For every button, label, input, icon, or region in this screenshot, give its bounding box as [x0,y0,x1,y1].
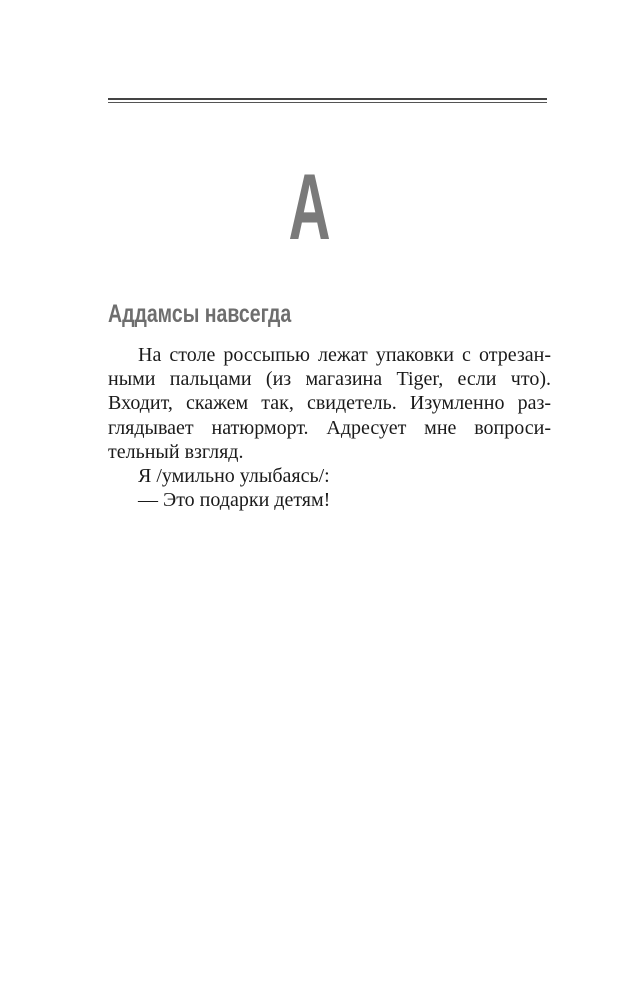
paragraph-line: глядывает натюрморт. Адресует мне вопроси- [108,416,551,439]
section-heading: Аддамсы навсегда [108,300,292,328]
paragraph-line: тельный взгляд. [108,440,244,463]
paragraph-line: ными пальцами (из магазина Tiger, если что). [108,368,551,391]
body-text [108,343,551,512]
paragraph-line: Входит, скажем так, свидетель. Изумленно раз- [108,392,551,415]
header-rule [108,98,547,105]
dialogue-line: — Это подарки детям! [138,489,331,512]
header-rule-thin [108,102,547,103]
dialogue-line: Я /умильно улыбаясь/: [138,464,330,487]
header-rule-thick [108,98,547,100]
chapter-letter: А [288,154,331,259]
paragraph-line: На столе россыпью лежат упаковки с отрезан- [138,344,551,366]
